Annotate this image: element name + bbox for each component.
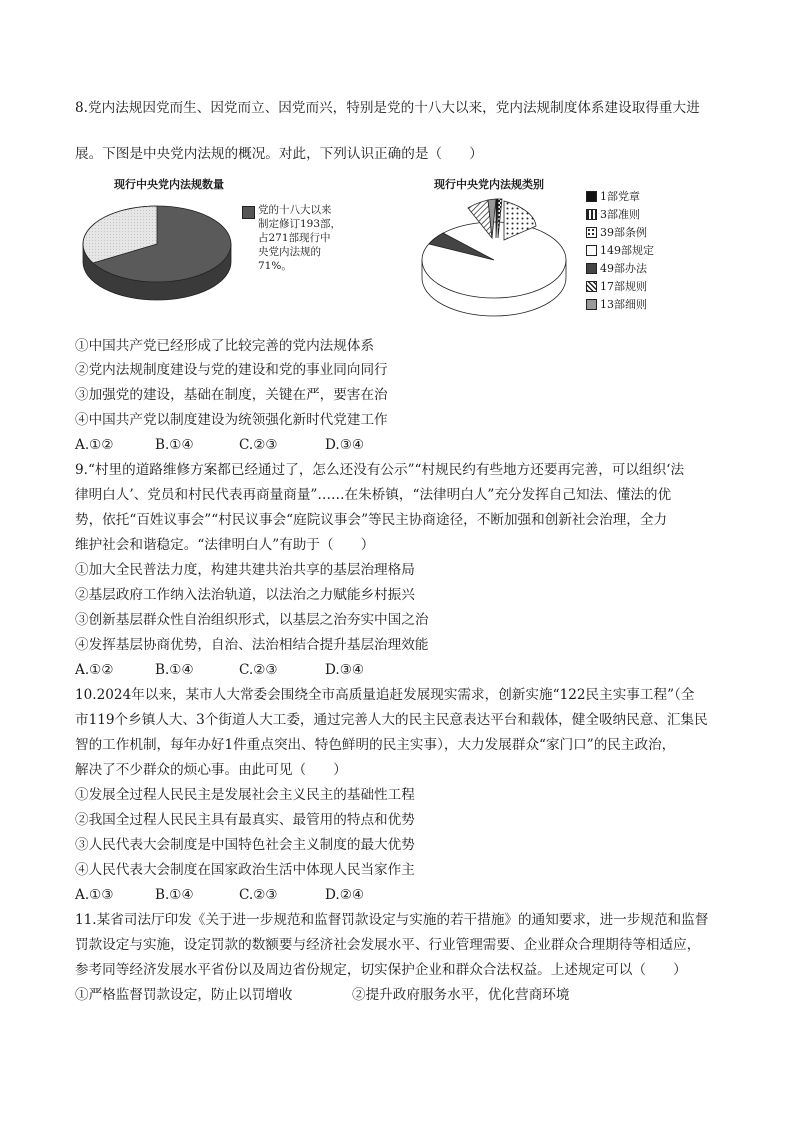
chart1-pie: [76, 194, 246, 314]
q10-stem-line-4: 解决了不少群众的烦心事。由此可见（ ）: [75, 762, 347, 778]
q8-option-1: ①中国共产党已经形成了比较完善的党内法规体系: [75, 338, 375, 354]
q8-option-4: ④中国共产党以制度建设为统领强化新时代党建工作: [75, 412, 388, 428]
q11-option-2: ②提升政府服务水平，优化营商环境: [352, 987, 570, 1003]
q11-stem-line-1: 11.某省司法厅印发《关于进一步规范和监督罚款设定与实施的若干措施》的通知要求，进一步规范和监督: [75, 912, 709, 928]
q9-option-2: ②基层政府工作纳入法治轨道，以法治之力赋能乡村振兴: [75, 587, 415, 603]
answer-c[interactable]: C.②③: [239, 662, 278, 678]
answer-d[interactable]: D.③④: [325, 437, 365, 453]
chart2-title: 现行中央党内法规类别: [434, 178, 544, 191]
q10-option-2: ②我国全过程人民民主具有最真实、最管用的特点和优势: [75, 812, 415, 828]
legend-item: 13部细则: [586, 296, 647, 312]
answer-b[interactable]: B.①④: [155, 887, 194, 903]
q10-option-1: ①发展全过程人民民主是发展社会主义民主的基础性工程: [75, 787, 415, 803]
q9-option-3: ③创新基层群众性自治组织形式，以基层之治夯实中国之治: [75, 612, 429, 628]
answer-c[interactable]: C.②③: [239, 887, 278, 903]
q10-stem-line-3: 智的工作机制，每年办好1件重点突出、特色鲜明的民主实事），大力发展群众“家门口”的民主政治，: [75, 737, 676, 753]
answer-a[interactable]: A.①②: [75, 662, 114, 678]
q8-option-3: ③加强党的建设，基础在制度，关键在严，要害在治: [75, 387, 388, 403]
q8-answer-choices: [75, 434, 364, 456]
q11-option-1: ①严格监督罚款设定，防止以罚增收: [75, 987, 293, 1003]
legend-item: 49部办法: [586, 260, 647, 276]
figure-law-categories: [410, 172, 700, 322]
answer-d[interactable]: D.③④: [325, 662, 365, 678]
legend-item: 39部条例: [586, 224, 647, 240]
q8-stem-line-1: 8.党内法规因党而生、因党而立、因党而兴，特别是党的十八大以来，党内法规制度体系建设取得重大进: [75, 100, 700, 116]
answer-a[interactable]: A.①②: [75, 437, 114, 453]
q9-option-4: ④发挥基层协商优势，自治、法治相结合提升基层治理效能: [75, 637, 429, 653]
chart2-exploded-slices: [440, 186, 540, 256]
pie2-slice-guidelines: [498, 199, 502, 238]
q9-stem-line-2: 律明白人’、党员和村民代表再商量商量”……在朱桥镇，“法律明白人”充分发挥自己知法、懂法的优: [75, 487, 672, 503]
answer-c[interactable]: C.②③: [239, 437, 278, 453]
legend-item: 149部规定: [586, 242, 654, 258]
q9-option-1: ①加大全民普法力度，构建共建共治共享的基层治理格局: [75, 562, 415, 578]
q11-stem-line-3: 参考同等经济发展水平省份以及周边省份规定，切实保护企业和群众合法权益。上述规定可以（ ）: [75, 962, 687, 978]
q8-stem-line-2: 展。下图是中央党内法规的概况。对此，下列认识正确的是（ ）: [75, 146, 483, 162]
legend-item: 1部党章: [586, 188, 640, 204]
q9-stem-line-3: 势，依托“百姓议事会”“村民议事会“庭院议事会”等民主协商途径，不断加强和创新社会治理，全力: [75, 512, 668, 528]
legend-item: 3部准则: [586, 206, 640, 222]
chart2-legend: [586, 188, 706, 318]
figure-law-count: [76, 172, 396, 322]
q8-option-2: ②党内法规制度建设与党的建设和党的事业同向同行: [75, 362, 388, 378]
chart1-legend-swatch: [242, 206, 255, 219]
q9-stem-line-4: 维护社会和谐稳定。“法律明白人”有助于（ ）: [75, 537, 375, 553]
chart1-legend-text: 党的十八大以来 制定修订193部， 占271部现行中 央党内法规的 71%。: [258, 204, 342, 272]
q10-stem-line-1: 10.2024年以来，某市人大常委会围绕全市高质量追赶发展现实需求，创新实施“122民主实事工程”（全: [75, 687, 695, 703]
q11-options-row: [75, 984, 570, 1006]
q9-answer-choices: [75, 659, 364, 681]
q10-option-4: ④人民代表大会制度在国家政治生活中体现人民当家作主: [75, 862, 415, 878]
q9-stem-line-1: 9.“村里的道路维修方案都已经通过了，怎么还没有公示”“村规民约有些地方还要再完善，可以组织‘法: [75, 462, 685, 478]
answer-a[interactable]: A.①③: [75, 887, 114, 903]
pie2-slice-ordinances: [504, 201, 536, 240]
answer-b[interactable]: B.①④: [155, 437, 194, 453]
q10-option-3: ③人民代表大会制度是中国特色社会主义制度的最大优势: [75, 837, 415, 853]
chart1-title: 现行中央党内法规数量: [114, 178, 224, 191]
legend-item: 17部规则: [586, 278, 647, 294]
q10-answer-choices: [75, 884, 364, 906]
answer-d[interactable]: D.②④: [325, 887, 365, 903]
answer-b[interactable]: B.①④: [155, 662, 194, 678]
q10-stem-line-2: 市119个乡镇人大、3个街道人大工委，通过完善人大的民主民意表达平台和载体，健全吸纳民意、汇集民: [75, 712, 708, 728]
q11-stem-line-2: 罚款设定与实施，设定罚款的数额要与经济社会发展水平、行业管理需要、企业群众合理期待等相适应，: [75, 937, 701, 953]
